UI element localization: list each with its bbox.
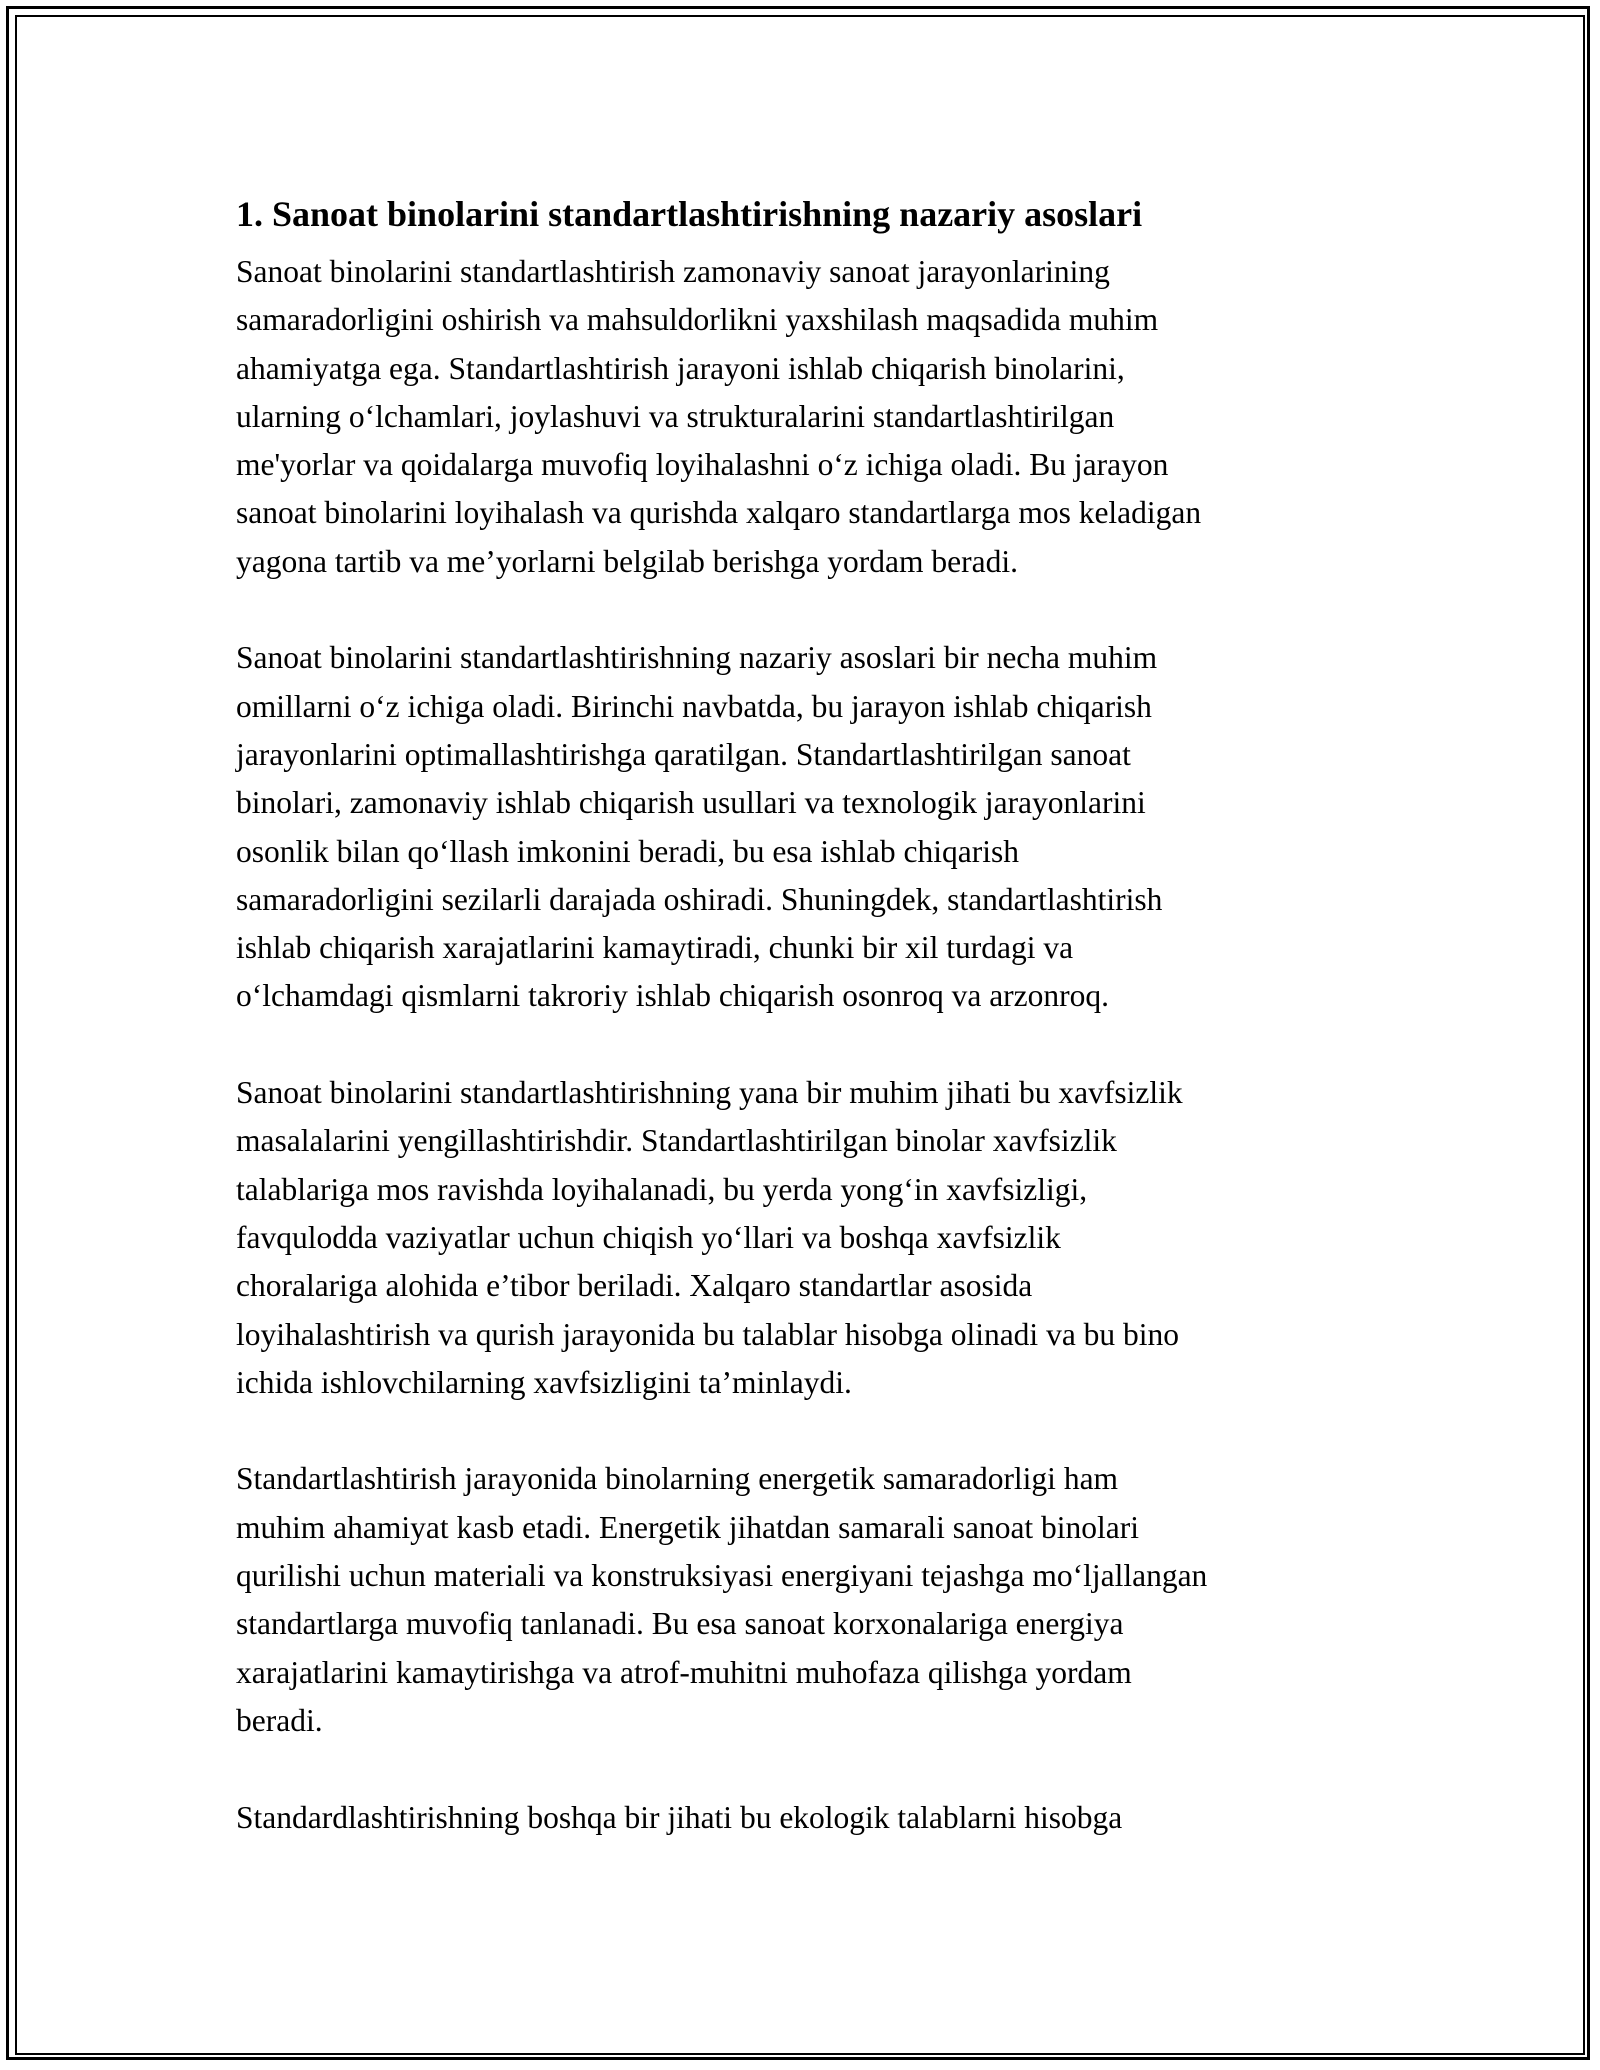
- text-line: favqulodda vaziyatlar uchun chiqish yo‘llari va boshqa xavfsizlik: [236, 1219, 1061, 1255]
- text-line: samaradorligini oshirish va mahsuldorlikni yaxshilash maqsadida muhim: [236, 302, 1159, 338]
- paragraph-4: [236, 1455, 1386, 1745]
- text-line: osonlik bilan qo‘llash imkonini beradi, bu esa ishlab chiqarish: [236, 833, 1019, 869]
- text-line: Standardlashtirishning boshqa bir jihati bu ekologik talablarni hisobga: [236, 1799, 1123, 1835]
- text-line: Standartlashtirish jarayonida binolarning energetik samaradorligi ham: [236, 1461, 1119, 1497]
- text-line: samaradorligini sezilarli darajada oshiradi. Shuningdek, standartlashtirish: [236, 881, 1163, 917]
- paragraph-1: [236, 248, 1386, 586]
- text-line: Sanoat binolarini standartlashtirishning nazariy asoslari bir necha muhim: [236, 640, 1158, 676]
- paragraph-2: [236, 634, 1386, 1020]
- text-line: ishlab chiqarish xarajatlarini kamaytiradi, chunki bir xil turdagi va: [236, 930, 1074, 966]
- text-line: choralariga alohida e’tibor beriladi. Xalqaro standartlar asosida: [236, 1268, 1033, 1304]
- text-line: beradi.: [236, 1702, 323, 1738]
- text-line: o‘lchamdagi qismlarni takroriy ishlab chiqarish osonroq va arzonroq.: [236, 978, 1110, 1014]
- text-line: Sanoat binolarini standartlashtirishning yana bir muhim jihati bu xavfsizlik: [236, 1075, 1183, 1111]
- text-line: loyihalashtirish va qurish jarayonida bu talablar hisobga olinadi va bu bino: [236, 1316, 1180, 1352]
- paragraph-3: [236, 1069, 1386, 1407]
- text-line: ichida ishlovchilarning xavfsizligini ta’minlaydi.: [236, 1364, 852, 1400]
- section-heading: 1. Sanoat binolarini standartlashtirishning nazariy asoslari: [236, 194, 1143, 234]
- text-line: masalalarini yengillashtirishdir. Standartlashtirilgan binolar xavfsizlik: [236, 1123, 1117, 1159]
- text-line: qurilishi uchun materiali va konstruksiyasi energiyani tejashga mo‘ljallangan: [236, 1558, 1208, 1594]
- text-line: xarajatlarini kamaytirishga va atrof-muhitni muhofaza qilishga yordam: [236, 1654, 1132, 1690]
- text-line: binolari, zamonaviy ishlab chiqarish usullari va texnologik jarayonlarini: [236, 785, 1146, 821]
- text-line: standartlarga muvofiq tanlanadi. Bu esa sanoat korxonalariga energiya: [236, 1606, 1124, 1642]
- text-line: ahamiyatga ega. Standartlashtirish jarayoni ishlab chiqarish binolarini,: [236, 350, 1125, 386]
- text-line: talablariga mos ravishda loyihalanadi, bu yerda yong‘in xavfsizligi,: [236, 1171, 1088, 1207]
- document-body: [236, 186, 1386, 1890]
- paragraph-5: [236, 1794, 1386, 1842]
- text-line: omillarni o‘z ichiga oladi. Birinchi navbatda, bu jarayon ishlab chiqarish: [236, 688, 1152, 724]
- text-line: ularning o‘lchamlari, joylashuvi va strukturalarini standartlashtirilgan: [236, 398, 1115, 434]
- text-line: jarayonlarini optimallashtirishga qaratilgan. Standartlashtirilgan sanoat: [236, 736, 1131, 772]
- text-line: Sanoat binolarini standartlashtirish zamonaviy sanoat jarayonlarining: [236, 254, 1110, 289]
- text-line: sanoat binolarini loyihalash va qurishda xalqaro standartlarga mos keladigan: [236, 495, 1202, 531]
- text-line: yagona tartib va me’yorlarni belgilab berishga yordam beradi.: [236, 543, 1018, 579]
- text-line: me'yorlar va qoidalarga muvofiq loyihalashni o‘z ichiga oladi. Bu jarayon: [236, 447, 1169, 483]
- text-line: muhim ahamiyat kasb etadi. Energetik jihatdan samarali sanoat binolari: [236, 1509, 1140, 1545]
